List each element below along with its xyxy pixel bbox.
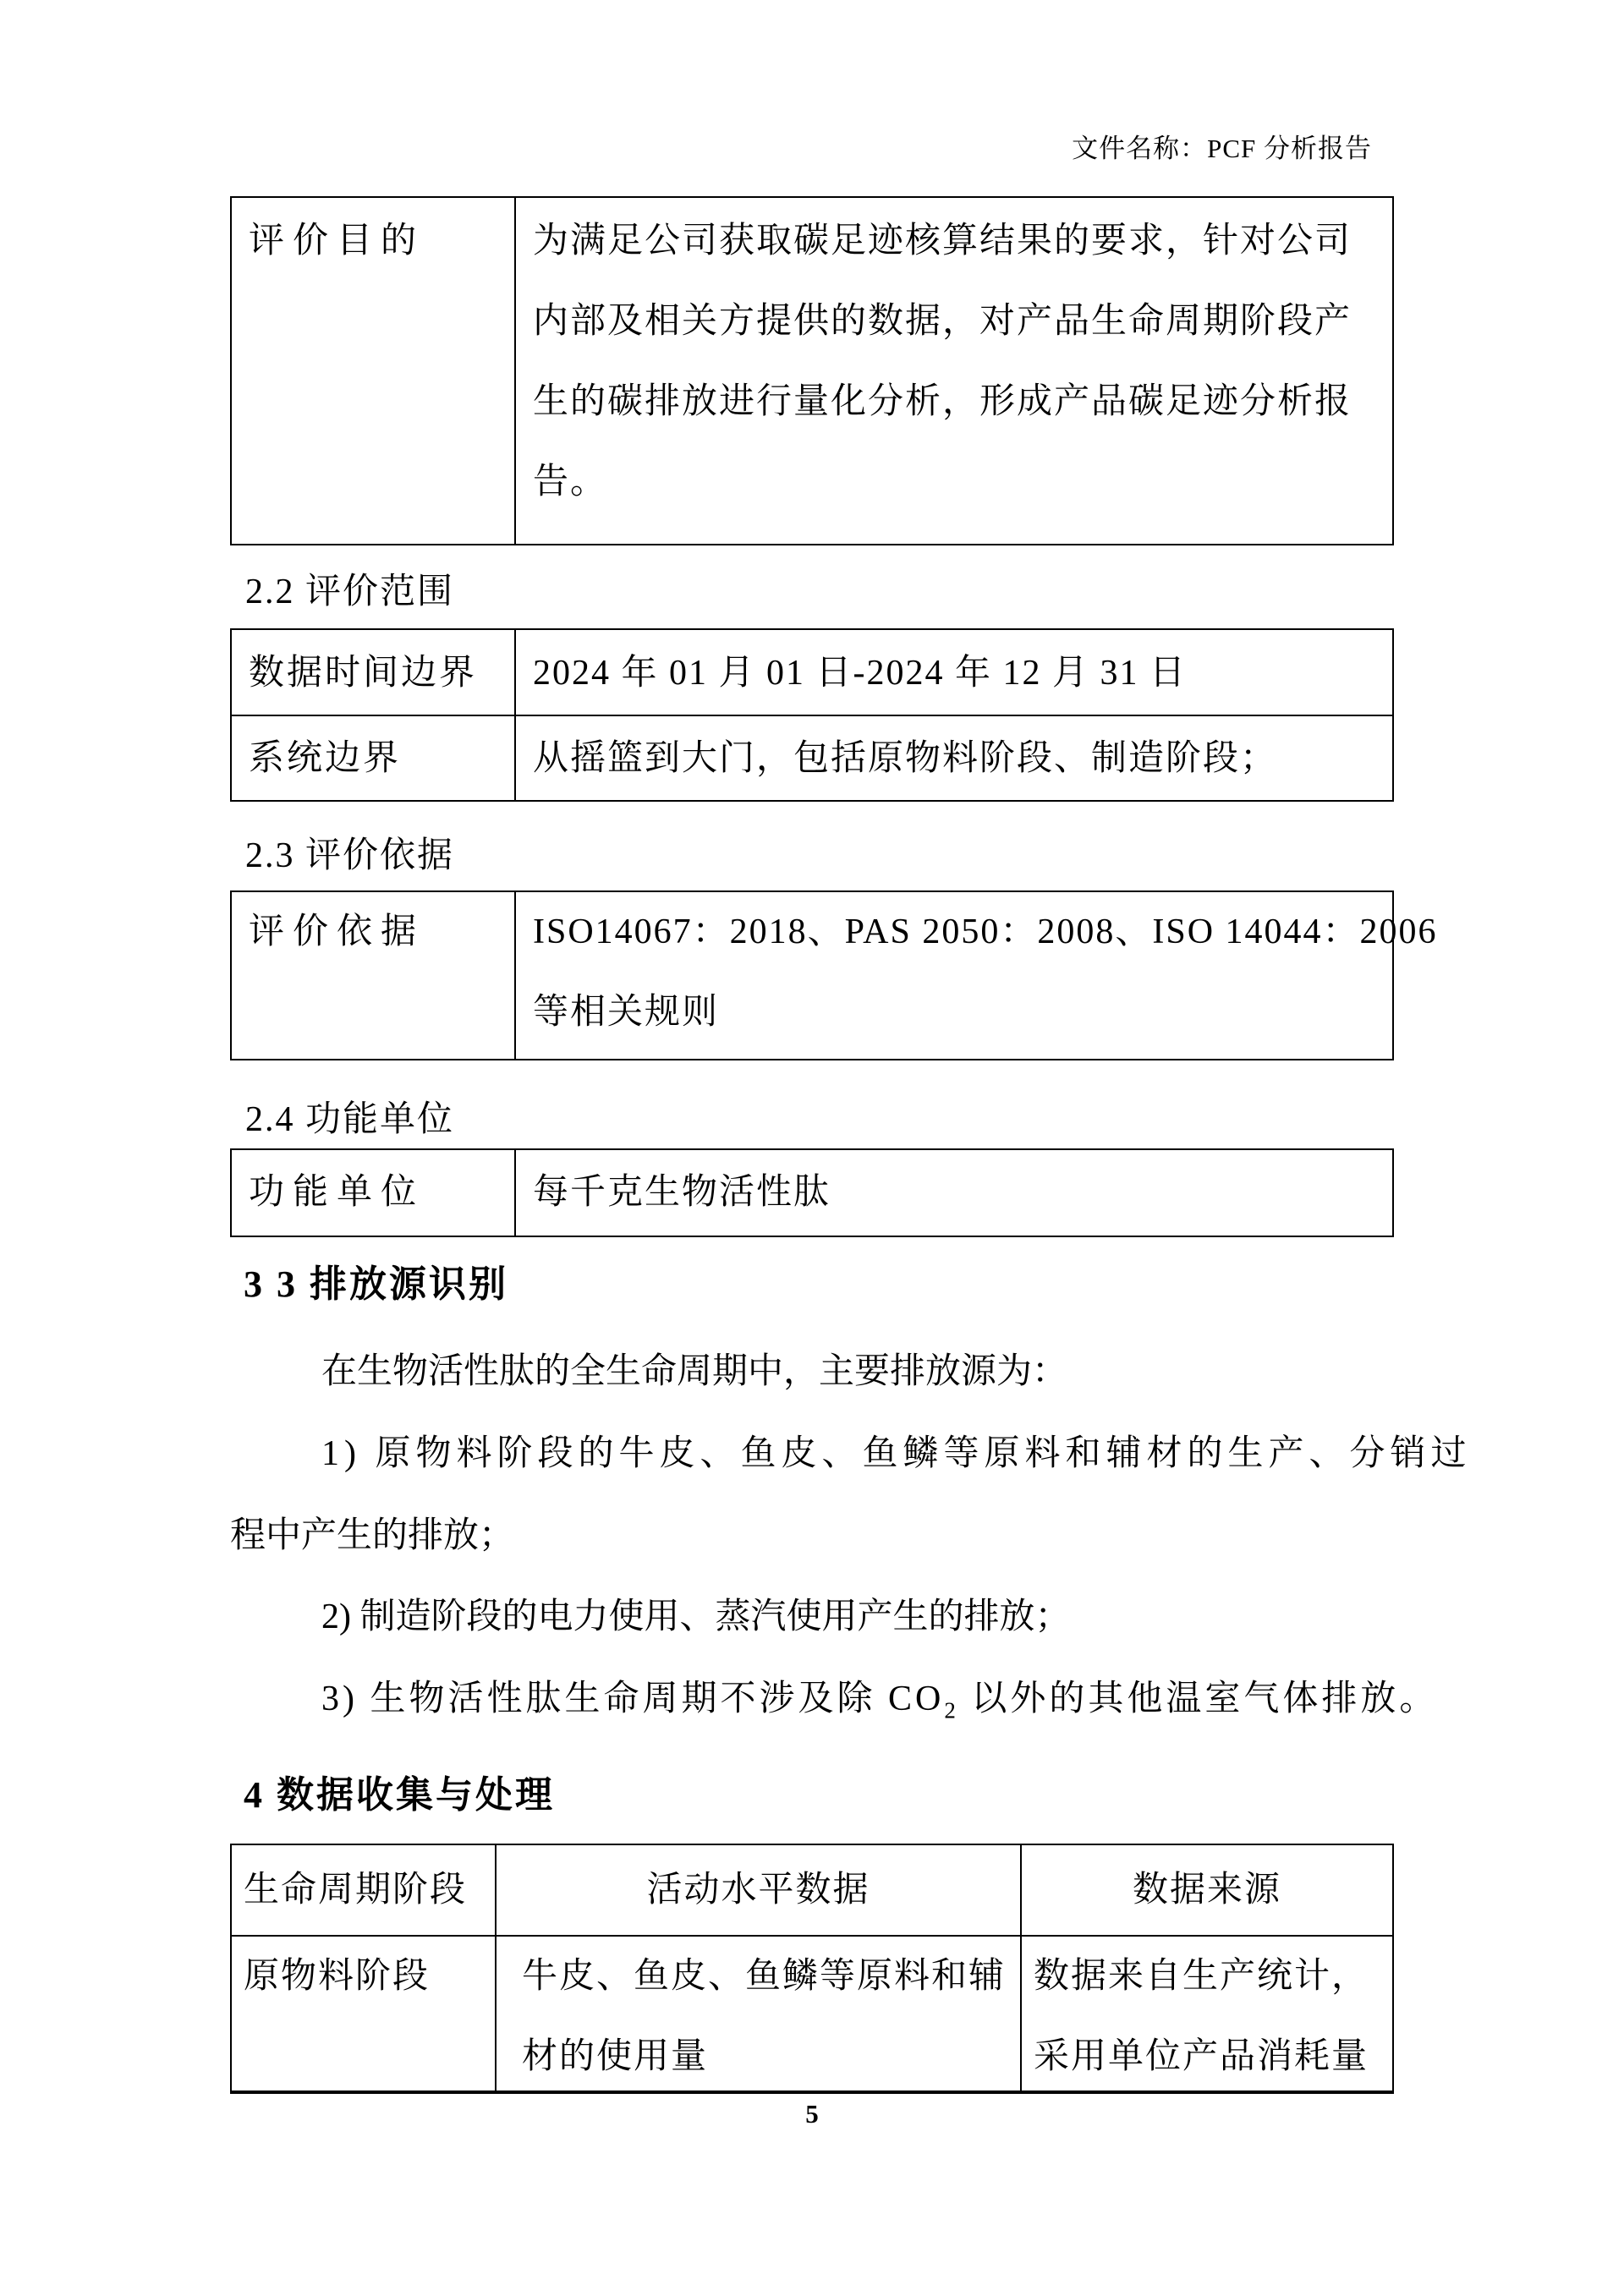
section-3-3-heading: 3 3 排放源识别 xyxy=(244,1263,508,1305)
scope-row-value: 从摇篮到大门，包括原物料阶段、制造阶段； xyxy=(533,739,1278,778)
unit-label-cell: 功能单位 xyxy=(249,1173,425,1212)
purpose-text-cell xyxy=(533,201,1352,523)
emission-item1-line2: 程中产生的排放； xyxy=(230,1516,515,1555)
collection-row-activity xyxy=(522,1937,1006,2097)
data-collection-table xyxy=(230,1844,1394,2094)
emission-item3 xyxy=(230,1677,1439,1723)
basis-line: 等相关规则 xyxy=(533,993,720,1032)
source-line: 采用单位产品消耗量 xyxy=(1034,2037,1369,2076)
collection-row-source xyxy=(1034,1937,1369,2097)
purpose-line: 为满足公司获取碳足迹核算结果的要求，针对公司 xyxy=(533,222,1352,260)
section-2-4-heading: 2.4 功能单位 xyxy=(245,1100,455,1139)
purpose-line: 告。 xyxy=(533,463,608,501)
scope-row-label: 数据时间边界 xyxy=(249,654,478,693)
source-line: 数据来自生产统计， xyxy=(1034,1957,1369,1996)
unit-table xyxy=(230,1148,1394,1237)
emission-item2: 2) 制造阶段的电力使用、蒸汽使用产生的排放； xyxy=(321,1597,1071,1636)
collection-header-source: 数据来源 xyxy=(1132,1871,1281,1910)
unit-value-cell: 每千克生物活性肽 xyxy=(533,1173,831,1212)
emission-item3-post: 以外的其他温室气体排放。 xyxy=(958,1680,1439,1718)
unit-table-divider xyxy=(514,1150,516,1236)
emission-item1-line1: 1) 原物料阶段的牛皮、鱼皮、鱼鳞等原料和辅材的生产、分销过 xyxy=(321,1434,1472,1473)
purpose-line: 生的碳排放进行量化分析，形成产品碳足迹分析报 xyxy=(533,382,1352,421)
purpose-label-cell: 评价目的 xyxy=(249,222,425,260)
activity-line: 材的使用量 xyxy=(522,2037,709,2076)
scope-row-label: 系统边界 xyxy=(249,739,402,778)
collection-header-stage: 生命周期阶段 xyxy=(244,1871,468,1910)
collection-header-activity: 活动水平数据 xyxy=(646,1871,870,1910)
basis-line: ISO14067：2018、PAS 2050：2008、ISO 14044：2006 xyxy=(533,912,1438,951)
section-4-heading: 4 数据收集与处理 xyxy=(244,1774,555,1816)
basis-table xyxy=(230,890,1438,1060)
section-2-3-heading: 2.3 评价依据 xyxy=(245,836,455,875)
collection-row-stage: 原物料阶段 xyxy=(244,1957,431,1996)
scope-row-value: 2024 年 01 月 01 日-2024 年 12 月 31 日 xyxy=(533,654,1187,693)
purpose-table xyxy=(230,196,1394,545)
purpose-line: 内部及相关方提供的数据，对产品生命周期阶段产 xyxy=(533,302,1352,341)
emission-intro-paragraph: 在生物活性肽的全生命周期中，主要排放源为： xyxy=(321,1352,1068,1391)
basis-label-cell: 评价依据 xyxy=(249,912,425,951)
section-2-2-heading: 2.2 评价范围 xyxy=(245,573,455,611)
page-number: 5 xyxy=(805,2099,819,2129)
scope-table xyxy=(230,628,1394,802)
co2-subscript: 2 xyxy=(944,1697,959,1723)
purpose-table-divider xyxy=(514,198,516,544)
activity-line: 牛皮、鱼皮、鱼鳞等原料和辅 xyxy=(522,1957,1007,1996)
basis-table-divider xyxy=(514,892,516,1059)
emission-item3-pre: 3) 生物活性肽生命周期不涉及除 CO xyxy=(321,1680,945,1718)
document-header-label: 文件名称：PCF 分析报告 xyxy=(1072,134,1372,163)
basis-text-cell xyxy=(533,892,1438,1053)
